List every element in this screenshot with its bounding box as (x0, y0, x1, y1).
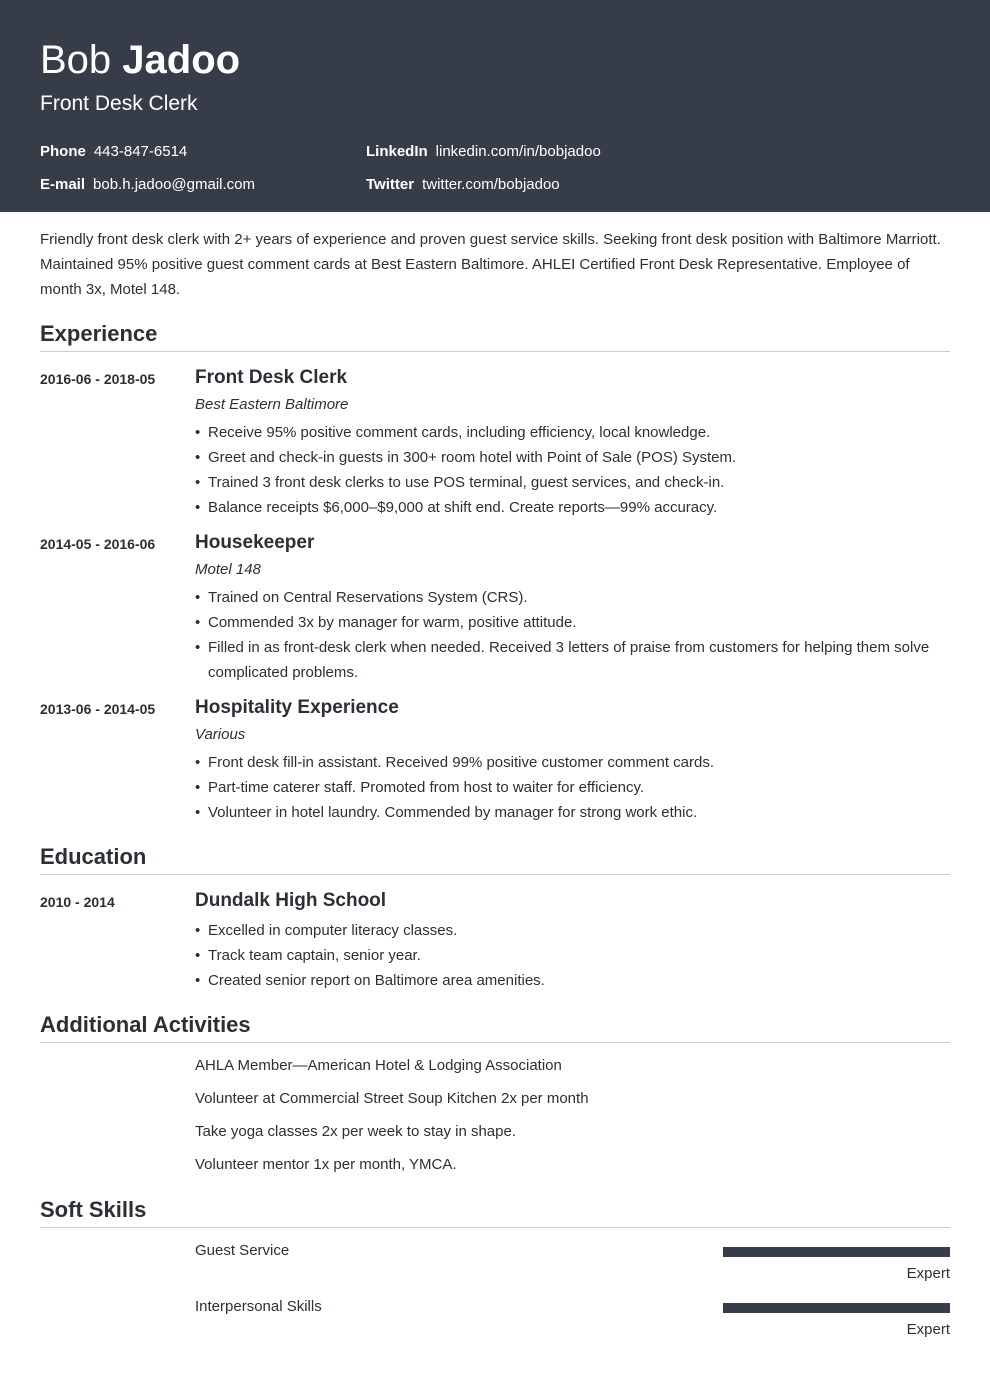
skill-1-bar-fill (723, 1247, 950, 1257)
resume-header (0, 0, 990, 212)
contact-email-label: E-mail (40, 176, 86, 193)
list-item: • Trained on Central Reservations System (CRS). (195, 585, 950, 610)
skill-2-name: Interpersonal Skills (195, 1298, 322, 1315)
section-title-soft-skills: Soft Skills (40, 1196, 950, 1228)
job-1-dates: 2016-06 - 2018-05 (40, 371, 156, 387)
list-item: • Trained 3 front desk clerks to use POS terminal, guest services, and check-in. (195, 470, 950, 495)
job-2 (195, 531, 950, 685)
contact-linkedin-link[interactable]: linkedin.com/in/bobjadoo (435, 143, 601, 160)
list-item: • Volunteer in hotel laundry. Commended by manager for strong work ethic. (195, 800, 950, 825)
job-2-dates: 2014-05 - 2016-06 (40, 536, 156, 552)
education-bullets (195, 918, 950, 993)
job-3-title: Hospitality Experience (195, 697, 399, 718)
section-title-activities: Additional Activities (40, 1011, 950, 1043)
contact-phone-value: 443-847-6514 (93, 143, 188, 160)
activity-item: Take yoga classes 2x per week to stay in shape. (195, 1123, 517, 1140)
contact-email (40, 175, 255, 195)
job-3-dates: 2013-06 - 2014-05 (40, 701, 156, 717)
skill-1-level: Expert (906, 1265, 950, 1282)
summary-text: Friendly front desk clerk with 2+ years of experience and proven guest service skills. Seeking front desk position with Baltimore Marriott. Maintained 95% positive guest comment cards at Best Eastern Baltimore. AHLEI Certified Front Desk Representative. Employee of month 3x, Motel 148. (40, 231, 941, 298)
list-item: • Commended 3x by manager for warm, positive attitude. (195, 610, 950, 635)
section-title-experience: Experience (40, 320, 950, 352)
school-name: Dundalk High School (195, 890, 387, 911)
skill-2-bar (723, 1303, 950, 1313)
skill-2-level: Expert (906, 1321, 950, 1338)
contact-phone-label: Phone (40, 143, 86, 160)
job-1-company: Best Eastern Baltimore (195, 396, 349, 413)
job-1 (195, 366, 950, 520)
last-name: Jadoo (122, 38, 241, 82)
job-2-company: Motel 148 (195, 561, 261, 578)
list-item: • Part-time caterer staff. Promoted from host to waiter for efficiency. (195, 775, 950, 800)
contact-email-value[interactable]: bob.h.jadoo@gmail.com (93, 176, 255, 193)
contact-twitter (366, 175, 560, 195)
contact-phone (40, 142, 187, 162)
education-entry (195, 889, 950, 993)
contact-twitter-label: Twitter (366, 176, 415, 193)
job-3-bullets (195, 750, 950, 825)
candidate-name (40, 36, 240, 84)
list-item: • Balance receipts $6,000–$9,000 at shift end. Create reports—99% accuracy. (195, 495, 950, 520)
list-item: • Greet and check-in guests in 300+ room hotel with Point of Sale (POS) System. (195, 445, 950, 470)
job-2-bullets (195, 585, 950, 685)
job-2-title: Housekeeper (195, 532, 315, 553)
list-item: • Front desk fill-in assistant. Received 99% positive customer comment cards. (195, 750, 950, 775)
skill-1-bar (723, 1247, 950, 1257)
activity-item: Volunteer mentor 1x per month, YMCA. (195, 1156, 457, 1173)
job-1-bullets (195, 420, 950, 520)
first-name: Bob (40, 38, 112, 82)
contact-linkedin-label: LinkedIn (366, 143, 428, 160)
skill-2-bar-fill (723, 1303, 950, 1313)
job-3-company: Various (195, 726, 246, 743)
section-title-education: Education (40, 843, 950, 875)
contact-twitter-link[interactable]: twitter.com/bobjadoo (422, 176, 560, 193)
education-dates: 2010 - 2014 (40, 894, 115, 910)
list-item: • Track team captain, senior year. (195, 943, 950, 968)
job-title: Front Desk Clerk (40, 92, 198, 115)
activity-item: Volunteer at Commercial Street Soup Kitchen 2x per month (195, 1090, 589, 1107)
list-item: • Receive 95% positive comment cards, including efficiency, local knowledge. (195, 420, 950, 445)
job-1-title: Front Desk Clerk (195, 367, 348, 388)
contact-linkedin (366, 142, 601, 162)
skill-1-name: Guest Service (195, 1242, 290, 1259)
activity-item: AHLA Member—American Hotel & Lodging Association (195, 1057, 562, 1074)
job-3 (195, 696, 950, 825)
list-item: • Created senior report on Baltimore area amenities. (195, 968, 950, 993)
list-item: • Filled in as front-desk clerk when needed. Received 3 letters of praise from customers for helping them solve complicated problems. (195, 635, 950, 685)
list-item: • Excelled in computer literacy classes. (195, 918, 950, 943)
